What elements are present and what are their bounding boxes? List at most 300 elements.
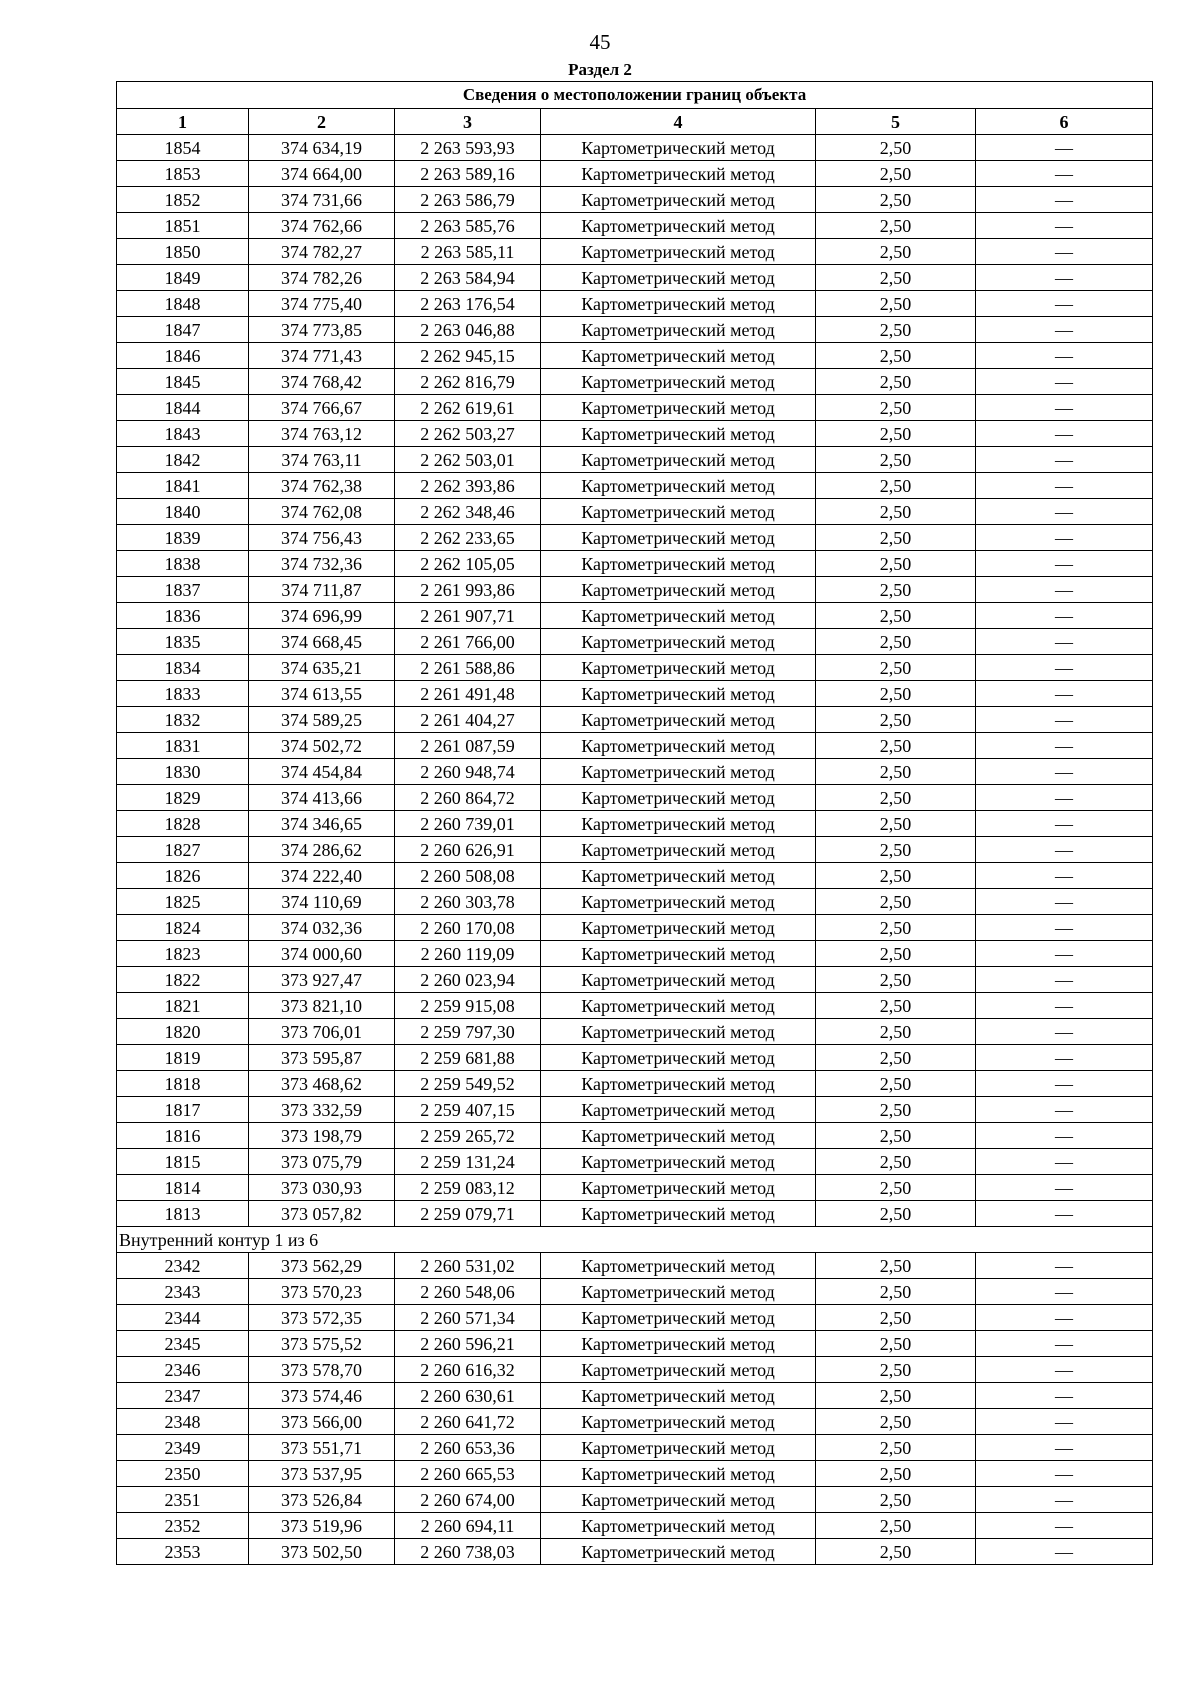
coord-x-cell: 374 768,42 <box>249 369 395 395</box>
point-number-cell: 2353 <box>117 1539 249 1565</box>
coord-y-cell: 2 261 491,48 <box>395 681 541 707</box>
point-number-cell: 1839 <box>117 525 249 551</box>
accuracy-cell: 2,50 <box>816 785 976 811</box>
method-cell: Картометрический метод <box>541 889 816 915</box>
coord-x-cell: 374 732,36 <box>249 551 395 577</box>
accuracy-cell: 2,50 <box>816 1123 976 1149</box>
accuracy-cell: 2,50 <box>816 1513 976 1539</box>
note-cell: — <box>976 1461 1153 1487</box>
table-row <box>117 1357 1153 1383</box>
table-row <box>117 1201 1153 1227</box>
coord-y-cell: 2 260 616,32 <box>395 1357 541 1383</box>
table-row <box>117 161 1153 187</box>
coord-y-cell: 2 262 503,27 <box>395 421 541 447</box>
table-row <box>117 135 1153 161</box>
coord-y-cell: 2 261 993,86 <box>395 577 541 603</box>
accuracy-cell: 2,50 <box>816 239 976 265</box>
accuracy-cell: 2,50 <box>816 967 976 993</box>
point-number-cell: 1845 <box>117 369 249 395</box>
method-cell: Картометрический метод <box>541 343 816 369</box>
table-row <box>117 759 1153 785</box>
section-title: Раздел 2 <box>568 60 632 79</box>
point-number-cell: 1829 <box>117 785 249 811</box>
point-number-cell: 2352 <box>117 1513 249 1539</box>
point-number-cell: 2347 <box>117 1383 249 1409</box>
note-cell: — <box>976 1539 1153 1565</box>
method-cell: Картометрический метод <box>541 213 816 239</box>
accuracy-cell: 2,50 <box>816 603 976 629</box>
method-cell: Картометрический метод <box>541 603 816 629</box>
table-body <box>117 135 1153 1565</box>
coord-y-cell: 2 260 665,53 <box>395 1461 541 1487</box>
point-number-cell: 1836 <box>117 603 249 629</box>
point-number-cell: 1816 <box>117 1123 249 1149</box>
coord-y-cell: 2 259 797,30 <box>395 1019 541 1045</box>
table-caption: Сведения о местоположении границ объекта <box>117 82 1153 109</box>
coord-x-cell: 374 346,65 <box>249 811 395 837</box>
note-cell: — <box>976 291 1153 317</box>
table-row <box>117 525 1153 551</box>
note-cell: — <box>976 551 1153 577</box>
method-cell: Картометрический метод <box>541 421 816 447</box>
point-number-cell: 2345 <box>117 1331 249 1357</box>
note-cell: — <box>976 967 1153 993</box>
method-cell: Картометрический метод <box>541 265 816 291</box>
method-cell: Картометрический метод <box>541 317 816 343</box>
note-cell: — <box>976 1435 1153 1461</box>
method-cell: Картометрический метод <box>541 525 816 551</box>
table-row <box>117 1253 1153 1279</box>
coord-y-cell: 2 262 816,79 <box>395 369 541 395</box>
note-cell: — <box>976 239 1153 265</box>
accuracy-cell: 2,50 <box>816 707 976 733</box>
point-number-cell: 1818 <box>117 1071 249 1097</box>
coord-y-cell: 2 259 407,15 <box>395 1097 541 1123</box>
table-row <box>117 291 1153 317</box>
coord-x-cell: 373 075,79 <box>249 1149 395 1175</box>
coord-x-cell: 373 572,35 <box>249 1305 395 1331</box>
table-row <box>117 421 1153 447</box>
coord-y-cell: 2 263 593,93 <box>395 135 541 161</box>
note-cell: — <box>976 161 1153 187</box>
coord-x-cell: 373 198,79 <box>249 1123 395 1149</box>
method-cell: Картометрический метод <box>541 1149 816 1175</box>
method-cell: Картометрический метод <box>541 1279 816 1305</box>
table-row <box>117 1383 1153 1409</box>
table-row <box>117 1435 1153 1461</box>
coord-x-cell: 373 332,59 <box>249 1097 395 1123</box>
note-cell: — <box>976 1019 1153 1045</box>
coord-y-cell: 2 260 571,34 <box>395 1305 541 1331</box>
point-number-cell: 1830 <box>117 759 249 785</box>
accuracy-cell: 2,50 <box>816 525 976 551</box>
point-number-cell: 1819 <box>117 1045 249 1071</box>
note-cell: — <box>976 343 1153 369</box>
note-cell: — <box>976 1071 1153 1097</box>
point-number-cell: 1841 <box>117 473 249 499</box>
coord-y-cell: 2 259 915,08 <box>395 993 541 1019</box>
coord-x-cell: 374 668,45 <box>249 629 395 655</box>
table-row <box>117 1097 1153 1123</box>
point-number-cell: 1825 <box>117 889 249 915</box>
column-number-6: 6 <box>976 109 1153 135</box>
method-cell: Картометрический метод <box>541 499 816 525</box>
coord-y-cell: 2 261 404,27 <box>395 707 541 733</box>
point-number-cell: 1847 <box>117 317 249 343</box>
coord-x-cell: 374 762,38 <box>249 473 395 499</box>
note-cell: — <box>976 1383 1153 1409</box>
coord-x-cell: 373 574,46 <box>249 1383 395 1409</box>
coord-x-cell: 374 782,26 <box>249 265 395 291</box>
table-row <box>117 889 1153 915</box>
method-cell: Картометрический метод <box>541 681 816 707</box>
coord-x-cell: 374 589,25 <box>249 707 395 733</box>
point-number-cell: 1833 <box>117 681 249 707</box>
column-number-2: 2 <box>249 109 395 135</box>
point-number-cell: 1853 <box>117 161 249 187</box>
table-row <box>117 915 1153 941</box>
method-cell: Картометрический метод <box>541 915 816 941</box>
coord-x-cell: 373 562,29 <box>249 1253 395 1279</box>
coord-x-cell: 374 664,00 <box>249 161 395 187</box>
coord-x-cell: 374 454,84 <box>249 759 395 785</box>
method-cell: Картометрический метод <box>541 291 816 317</box>
note-cell: — <box>976 447 1153 473</box>
note-cell: — <box>976 421 1153 447</box>
table-row <box>117 1331 1153 1357</box>
accuracy-cell: 2,50 <box>816 811 976 837</box>
column-number-3: 3 <box>395 109 541 135</box>
table-row <box>117 707 1153 733</box>
point-number-cell: 2342 <box>117 1253 249 1279</box>
coord-x-cell: 373 537,95 <box>249 1461 395 1487</box>
note-cell: — <box>976 499 1153 525</box>
method-cell: Картометрический метод <box>541 941 816 967</box>
table-row <box>117 629 1153 655</box>
point-number-cell: 1835 <box>117 629 249 655</box>
coord-x-cell: 374 775,40 <box>249 291 395 317</box>
method-cell: Картометрический метод <box>541 187 816 213</box>
coord-x-cell: 374 286,62 <box>249 837 395 863</box>
note-cell: — <box>976 577 1153 603</box>
coord-x-cell: 374 782,27 <box>249 239 395 265</box>
accuracy-cell: 2,50 <box>816 473 976 499</box>
coord-y-cell: 2 261 087,59 <box>395 733 541 759</box>
point-number-cell: 1826 <box>117 863 249 889</box>
note-cell: — <box>976 1513 1153 1539</box>
point-number-cell: 1824 <box>117 915 249 941</box>
coord-x-cell: 374 756,43 <box>249 525 395 551</box>
table-row <box>117 447 1153 473</box>
accuracy-cell: 2,50 <box>816 1409 976 1435</box>
coord-y-cell: 2 260 548,06 <box>395 1279 541 1305</box>
point-number-cell: 1813 <box>117 1201 249 1227</box>
note-cell: — <box>976 993 1153 1019</box>
method-cell: Картометрический метод <box>541 707 816 733</box>
point-number-cell: 1852 <box>117 187 249 213</box>
table-row <box>117 265 1153 291</box>
table-row <box>117 603 1153 629</box>
accuracy-cell: 2,50 <box>816 681 976 707</box>
table-row <box>117 395 1153 421</box>
table-row <box>117 941 1153 967</box>
method-cell: Картометрический метод <box>541 551 816 577</box>
note-cell: — <box>976 1279 1153 1305</box>
note-cell: — <box>976 213 1153 239</box>
accuracy-cell: 2,50 <box>816 499 976 525</box>
table-row <box>117 187 1153 213</box>
coord-y-cell: 2 259 079,71 <box>395 1201 541 1227</box>
point-number-cell: 2351 <box>117 1487 249 1513</box>
point-number-cell: 1843 <box>117 421 249 447</box>
accuracy-cell: 2,50 <box>816 135 976 161</box>
coord-y-cell: 2 259 265,72 <box>395 1123 541 1149</box>
note-cell: — <box>976 187 1153 213</box>
method-cell: Картометрический метод <box>541 863 816 889</box>
point-number-cell: 1846 <box>117 343 249 369</box>
point-number-cell: 2344 <box>117 1305 249 1331</box>
coord-y-cell: 2 263 046,88 <box>395 317 541 343</box>
note-cell: — <box>976 1045 1153 1071</box>
coord-y-cell: 2 260 023,94 <box>395 967 541 993</box>
method-cell: Картометрический метод <box>541 1123 816 1149</box>
coord-x-cell: 374 763,12 <box>249 421 395 447</box>
accuracy-cell: 2,50 <box>816 1487 976 1513</box>
accuracy-cell: 2,50 <box>816 213 976 239</box>
coord-y-cell: 2 262 105,05 <box>395 551 541 577</box>
method-cell: Картометрический метод <box>541 733 816 759</box>
coord-x-cell: 374 771,43 <box>249 343 395 369</box>
point-number-cell: 1851 <box>117 213 249 239</box>
point-number-cell: 1849 <box>117 265 249 291</box>
method-cell: Картометрический метод <box>541 1019 816 1045</box>
coord-x-cell: 373 575,52 <box>249 1331 395 1357</box>
table-row <box>117 1019 1153 1045</box>
coord-y-cell: 2 260 170,08 <box>395 915 541 941</box>
coord-x-cell: 374 635,21 <box>249 655 395 681</box>
note-cell: — <box>976 1149 1153 1175</box>
coord-x-cell: 373 502,50 <box>249 1539 395 1565</box>
coord-x-cell: 373 578,70 <box>249 1357 395 1383</box>
accuracy-cell: 2,50 <box>816 1019 976 1045</box>
method-cell: Картометрический метод <box>541 1539 816 1565</box>
method-cell: Картометрический метод <box>541 1045 816 1071</box>
coord-y-cell: 2 263 585,76 <box>395 213 541 239</box>
table-row <box>117 785 1153 811</box>
coord-y-cell: 2 263 176,54 <box>395 291 541 317</box>
coord-x-cell: 374 634,19 <box>249 135 395 161</box>
coord-y-cell: 2 263 585,11 <box>395 239 541 265</box>
column-number-4: 4 <box>541 109 816 135</box>
accuracy-cell: 2,50 <box>816 1071 976 1097</box>
method-cell: Картометрический метод <box>541 239 816 265</box>
note-cell: — <box>976 733 1153 759</box>
note-cell: — <box>976 785 1153 811</box>
coord-y-cell: 2 262 348,46 <box>395 499 541 525</box>
accuracy-cell: 2,50 <box>816 447 976 473</box>
table-row <box>117 1305 1153 1331</box>
table-row <box>117 473 1153 499</box>
note-cell: — <box>976 525 1153 551</box>
method-cell: Картометрический метод <box>541 785 816 811</box>
note-cell: — <box>976 759 1153 785</box>
note-cell: — <box>976 915 1153 941</box>
accuracy-cell: 2,50 <box>816 1149 976 1175</box>
table-row <box>117 213 1153 239</box>
point-number-cell: 1831 <box>117 733 249 759</box>
accuracy-cell: 2,50 <box>816 343 976 369</box>
method-cell: Картометрический метод <box>541 759 816 785</box>
accuracy-cell: 2,50 <box>816 759 976 785</box>
coord-y-cell: 2 260 626,91 <box>395 837 541 863</box>
coord-x-cell: 374 696,99 <box>249 603 395 629</box>
point-number-cell: 1815 <box>117 1149 249 1175</box>
method-cell: Картометрический метод <box>541 1357 816 1383</box>
coord-x-cell: 374 110,69 <box>249 889 395 915</box>
accuracy-cell: 2,50 <box>816 1461 976 1487</box>
table-row <box>117 1513 1153 1539</box>
point-number-cell: 2343 <box>117 1279 249 1305</box>
coord-y-cell: 2 260 596,21 <box>395 1331 541 1357</box>
point-number-cell: 1827 <box>117 837 249 863</box>
table-row <box>117 577 1153 603</box>
table-row <box>117 681 1153 707</box>
point-number-cell: 1828 <box>117 811 249 837</box>
table-row <box>117 733 1153 759</box>
table-row <box>117 369 1153 395</box>
table-row <box>117 343 1153 369</box>
point-number-cell: 2350 <box>117 1461 249 1487</box>
coord-x-cell: 374 502,72 <box>249 733 395 759</box>
accuracy-cell: 2,50 <box>816 577 976 603</box>
accuracy-cell: 2,50 <box>816 291 976 317</box>
coord-y-cell: 2 260 739,01 <box>395 811 541 837</box>
note-cell: — <box>976 1487 1153 1513</box>
page-number: 45 <box>589 30 611 54</box>
coord-x-cell: 373 570,23 <box>249 1279 395 1305</box>
coord-x-cell: 373 551,71 <box>249 1435 395 1461</box>
coord-x-cell: 374 773,85 <box>249 317 395 343</box>
table-row <box>117 1461 1153 1487</box>
accuracy-cell: 2,50 <box>816 1305 976 1331</box>
contour-label-row <box>117 1227 1153 1253</box>
table-row <box>117 863 1153 889</box>
accuracy-cell: 2,50 <box>816 1357 976 1383</box>
point-number-cell: 1840 <box>117 499 249 525</box>
table-row <box>117 811 1153 837</box>
coord-x-cell: 373 927,47 <box>249 967 395 993</box>
coord-x-cell: 374 762,66 <box>249 213 395 239</box>
note-cell: — <box>976 317 1153 343</box>
accuracy-cell: 2,50 <box>816 655 976 681</box>
accuracy-cell: 2,50 <box>816 889 976 915</box>
note-cell: — <box>976 473 1153 499</box>
note-cell: — <box>976 1253 1153 1279</box>
coord-y-cell: 2 262 619,61 <box>395 395 541 421</box>
method-cell: Картометрический метод <box>541 1097 816 1123</box>
accuracy-cell: 2,50 <box>816 551 976 577</box>
coord-y-cell: 2 260 674,00 <box>395 1487 541 1513</box>
coord-x-cell: 374 766,67 <box>249 395 395 421</box>
column-number-5: 5 <box>816 109 976 135</box>
coord-x-cell: 374 763,11 <box>249 447 395 473</box>
accuracy-cell: 2,50 <box>816 993 976 1019</box>
coord-y-cell: 2 262 233,65 <box>395 525 541 551</box>
method-cell: Картометрический метод <box>541 395 816 421</box>
accuracy-cell: 2,50 <box>816 395 976 421</box>
point-number-cell: 1850 <box>117 239 249 265</box>
table-row <box>117 993 1153 1019</box>
method-cell: Картометрический метод <box>541 655 816 681</box>
coord-y-cell: 2 260 694,11 <box>395 1513 541 1539</box>
coord-y-cell: 2 260 948,74 <box>395 759 541 785</box>
note-cell: — <box>976 889 1153 915</box>
coord-x-cell: 374 731,66 <box>249 187 395 213</box>
method-cell: Картометрический метод <box>541 1409 816 1435</box>
method-cell: Картометрический метод <box>541 447 816 473</box>
method-cell: Картометрический метод <box>541 1071 816 1097</box>
coord-y-cell: 2 260 531,02 <box>395 1253 541 1279</box>
coord-y-cell: 2 263 584,94 <box>395 265 541 291</box>
accuracy-cell: 2,50 <box>816 187 976 213</box>
accuracy-cell: 2,50 <box>816 421 976 447</box>
note-cell: — <box>976 1331 1153 1357</box>
coord-y-cell: 2 260 641,72 <box>395 1409 541 1435</box>
point-number-cell: 1823 <box>117 941 249 967</box>
table-row <box>117 551 1153 577</box>
accuracy-cell: 2,50 <box>816 837 976 863</box>
method-cell: Картометрический метод <box>541 837 816 863</box>
note-cell: — <box>976 863 1153 889</box>
note-cell: — <box>976 1305 1153 1331</box>
accuracy-cell: 2,50 <box>816 1097 976 1123</box>
coord-y-cell: 2 260 738,03 <box>395 1539 541 1565</box>
note-cell: — <box>976 1175 1153 1201</box>
coord-y-cell: 2 261 766,00 <box>395 629 541 655</box>
method-cell: Картометрический метод <box>541 577 816 603</box>
table-row <box>117 1123 1153 1149</box>
coord-x-cell: 373 468,62 <box>249 1071 395 1097</box>
point-number-cell: 1837 <box>117 577 249 603</box>
method-cell: Картометрический метод <box>541 1435 816 1461</box>
point-number-cell: 2348 <box>117 1409 249 1435</box>
table-row <box>117 1409 1153 1435</box>
coord-y-cell: 2 261 588,86 <box>395 655 541 681</box>
coord-x-cell: 374 032,36 <box>249 915 395 941</box>
accuracy-cell: 2,50 <box>816 1045 976 1071</box>
method-cell: Картометрический метод <box>541 1383 816 1409</box>
accuracy-cell: 2,50 <box>816 1435 976 1461</box>
point-number-cell: 1817 <box>117 1097 249 1123</box>
coord-y-cell: 2 259 549,52 <box>395 1071 541 1097</box>
coord-x-cell: 373 566,00 <box>249 1409 395 1435</box>
table-row <box>117 837 1153 863</box>
coord-x-cell: 373 595,87 <box>249 1045 395 1071</box>
method-cell: Картометрический метод <box>541 1253 816 1279</box>
coord-y-cell: 2 260 864,72 <box>395 785 541 811</box>
method-cell: Картометрический метод <box>541 967 816 993</box>
point-number-cell: 1842 <box>117 447 249 473</box>
method-cell: Картометрический метод <box>541 1331 816 1357</box>
accuracy-cell: 2,50 <box>816 1383 976 1409</box>
note-cell: — <box>976 629 1153 655</box>
table-row <box>117 1279 1153 1305</box>
note-cell: — <box>976 655 1153 681</box>
point-number-cell: 2349 <box>117 1435 249 1461</box>
point-number-cell: 1844 <box>117 395 249 421</box>
method-cell: Картометрический метод <box>541 161 816 187</box>
point-number-cell: 1820 <box>117 1019 249 1045</box>
